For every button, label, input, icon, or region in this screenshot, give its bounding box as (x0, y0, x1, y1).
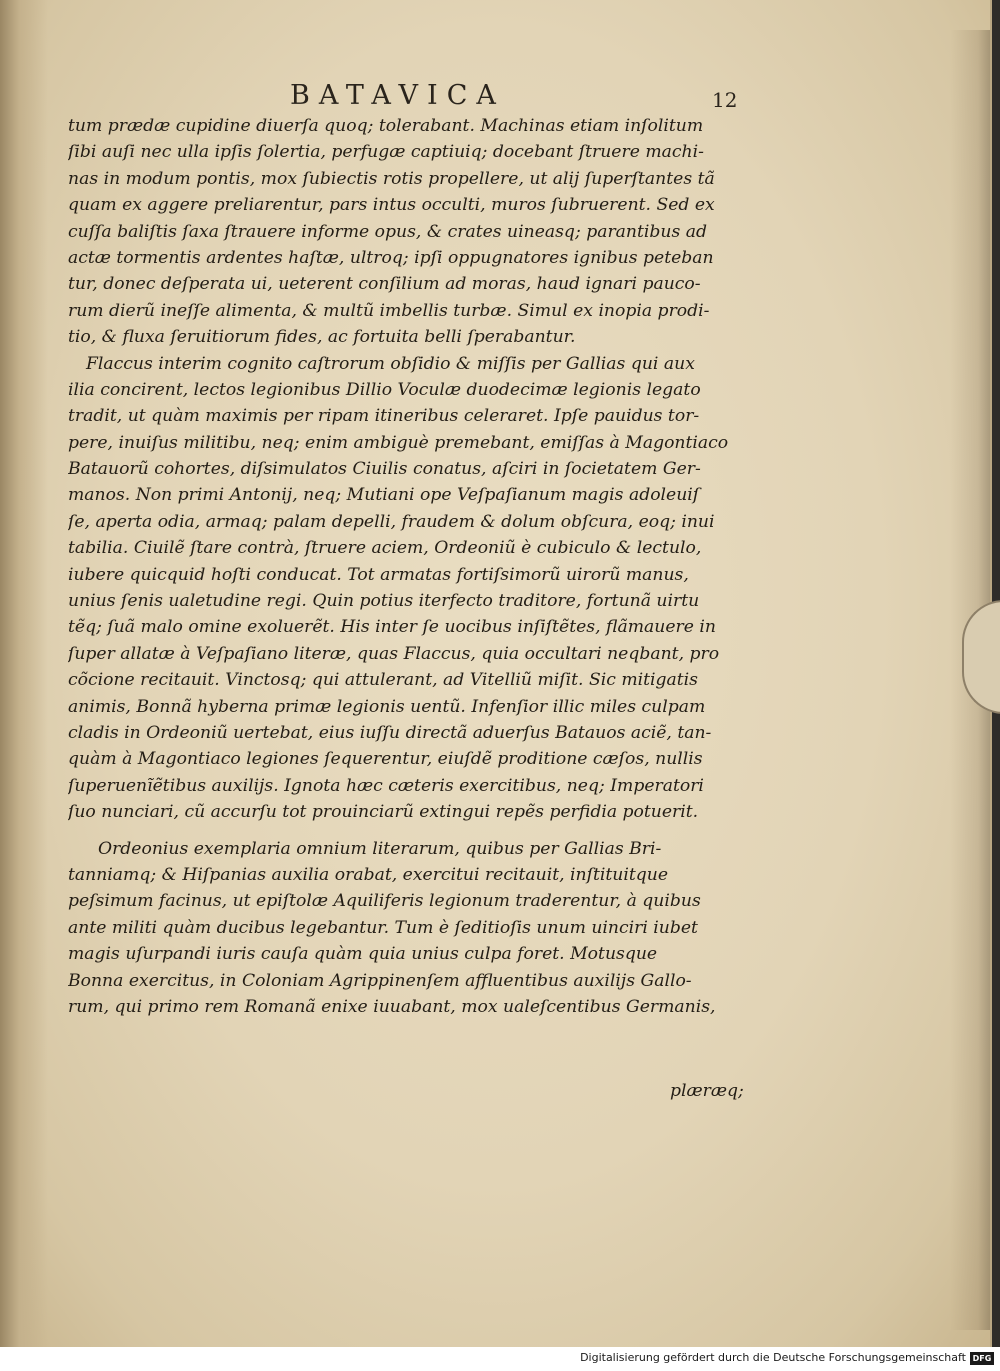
text-line: peſsimum facinus, ut epiſtolæ Aquiliferis legionum traderentur, à quibus (68, 891, 701, 912)
text-line: Ordeonius exemplaria omnium literarum, quibus per Gallias Bri- (98, 838, 662, 859)
text-line: ſuperuenĩẽtibus auxilijs. Ignota hæc cæteris exercitibus, neq; Imperatori (68, 775, 704, 796)
text-line: ſibi auſi nec ulla ipſis ſolertia, perfugæ captiuiq; docebant ſtruere machi- (68, 142, 704, 163)
running-head: BATAVICA (290, 80, 505, 111)
footer-credit: Digitalisierung gefördert durch die Deutsche Forschungsgemeinschaft (580, 1351, 966, 1364)
text-line: quàm à Magontiaco legiones ſequerentur, eiuſdẽ proditione cæſos, nullis (68, 749, 703, 770)
text-line: cuſſa baliſtis ſaxa ſtrauere informe opus, & crates uineasq; parantibus ad (68, 221, 707, 242)
text-line: iubere quicquid hoſti conducat. Tot armatas fortiſsimorũ uirorũ manus, (68, 564, 689, 585)
text-block (68, 113, 758, 1020)
text-line: tur, donec deſperata ui, ueterent conſilium ad moras, haud ignari pauco- (68, 274, 701, 295)
text-line: nas in modum pontis, mox ſubiectis rotis propellere, ut alij ſuperſtantes tã (68, 168, 715, 189)
text-line: quam ex aggere preliarentur, pars intus occulti, muros ſubruerent. Sed ex (68, 195, 715, 216)
text-line: actæ tormentis ardentes haſtæ, ultroq; ipſi oppugnatores ignibus peteban (68, 247, 714, 268)
dfg-logo-icon: DFG (970, 1352, 994, 1365)
text-line: tradit, ut quàm maximis per ripam itineribus celeraret. Ipſe pauidus tor- (68, 406, 700, 427)
catchword: plæræq; (670, 1081, 744, 1101)
text-line: tanniamq; & Hiſpanias auxilia orabat, exercitui recitauit, inſtituitque (68, 864, 668, 885)
text-line: tum prædæ cupidine diuerſa quoq; tolerabant. Machinas etiam inſolitum (68, 116, 704, 136)
text-line: cõcione recitauit. Vinctosq; qui attulerant, ad Vitelliũ miſit. Sic mitigatis (68, 670, 698, 691)
text-line: manos. Non primi Antonij, neq; Mutiani ope Veſpaſianum magis adoleuiſ (68, 485, 700, 506)
text-line: tabilia. Ciuilẽ ſtare contrà, ſtruere aciem, Ordeoniũ è cubiculo & lectulo, (68, 538, 702, 559)
footer-bar (0, 1347, 1000, 1371)
text-line: ilia concirent, lectos legionibus Dillio Voculæ duodecimæ legionis legato (68, 379, 701, 400)
page-gutter-shadow (0, 0, 48, 1347)
text-line: rum dierũ ineſſe alimenta, & multũ imbellis turbæ. Simul ex inopia prodi- (68, 300, 710, 321)
text-line: animis, Bonnã hyberna primæ legionis uentũ. Infenſior illic miles culpam (68, 696, 706, 717)
text-line: ante militi quàm ducibus legebantur. Tum è ſeditioſis unum uinciri iubet (68, 917, 698, 938)
text-line: ſuo nunciari, cũ accurſu tot prouinciarũ extingui repẽs perfidia potuerit. (68, 802, 699, 823)
text-line: tio, & fluxa ſeruitiorum fides, ac fortuita belli ſperabantur. (68, 327, 576, 348)
text-line: tẽq; ſuã malo omine exoluerẽt. His inter ſe uocibus inſiſtẽtes, flãmauere in (68, 617, 716, 638)
text-line: magis uſurpandi iuris cauſa quàm quia unius culpa foret. Motusque (68, 944, 658, 965)
text-line: unius ſenis ualetudine regi. Quin potius iterfecto traditore, fortunã uirtu (68, 591, 700, 612)
text-line: cladis in Ordeoniũ uertebat, eius iuſſu directã aduerſus Batauos aciẽ, tan- (68, 722, 712, 743)
text-line: Batauorũ cohortes, diſsimulatos Ciuilis conatus, aſciri in ſocietatem Ger- (68, 459, 701, 480)
paragraph-gap (68, 826, 758, 836)
text-line: Bonna exercitus, in Coloniam Agrippinenſem affluentibus auxilijs Gallo- (68, 970, 692, 991)
text-line: ſe, aperta odia, armaq; palam depelli, fraudem & dolum obſcura, eoq; inui (68, 511, 715, 532)
page-number: 12 (712, 88, 738, 112)
text-line: pere, inuiſus militibu, neq; enim ambiguè premebant, emiſſas à Magontiaco (68, 432, 729, 453)
text-line: rum, qui primo rem Romanã enixe iuuabant, mox ualeſcentibus Germanis, (68, 996, 716, 1017)
text-line: ſuper allatæ à Veſpaſiano literæ, quas Flaccus, quia occultari neqbant, pro (68, 643, 720, 664)
text-line: Flaccus interim cognito caſtrorum obſidio & miſſis per Gallias qui aux (86, 353, 695, 374)
